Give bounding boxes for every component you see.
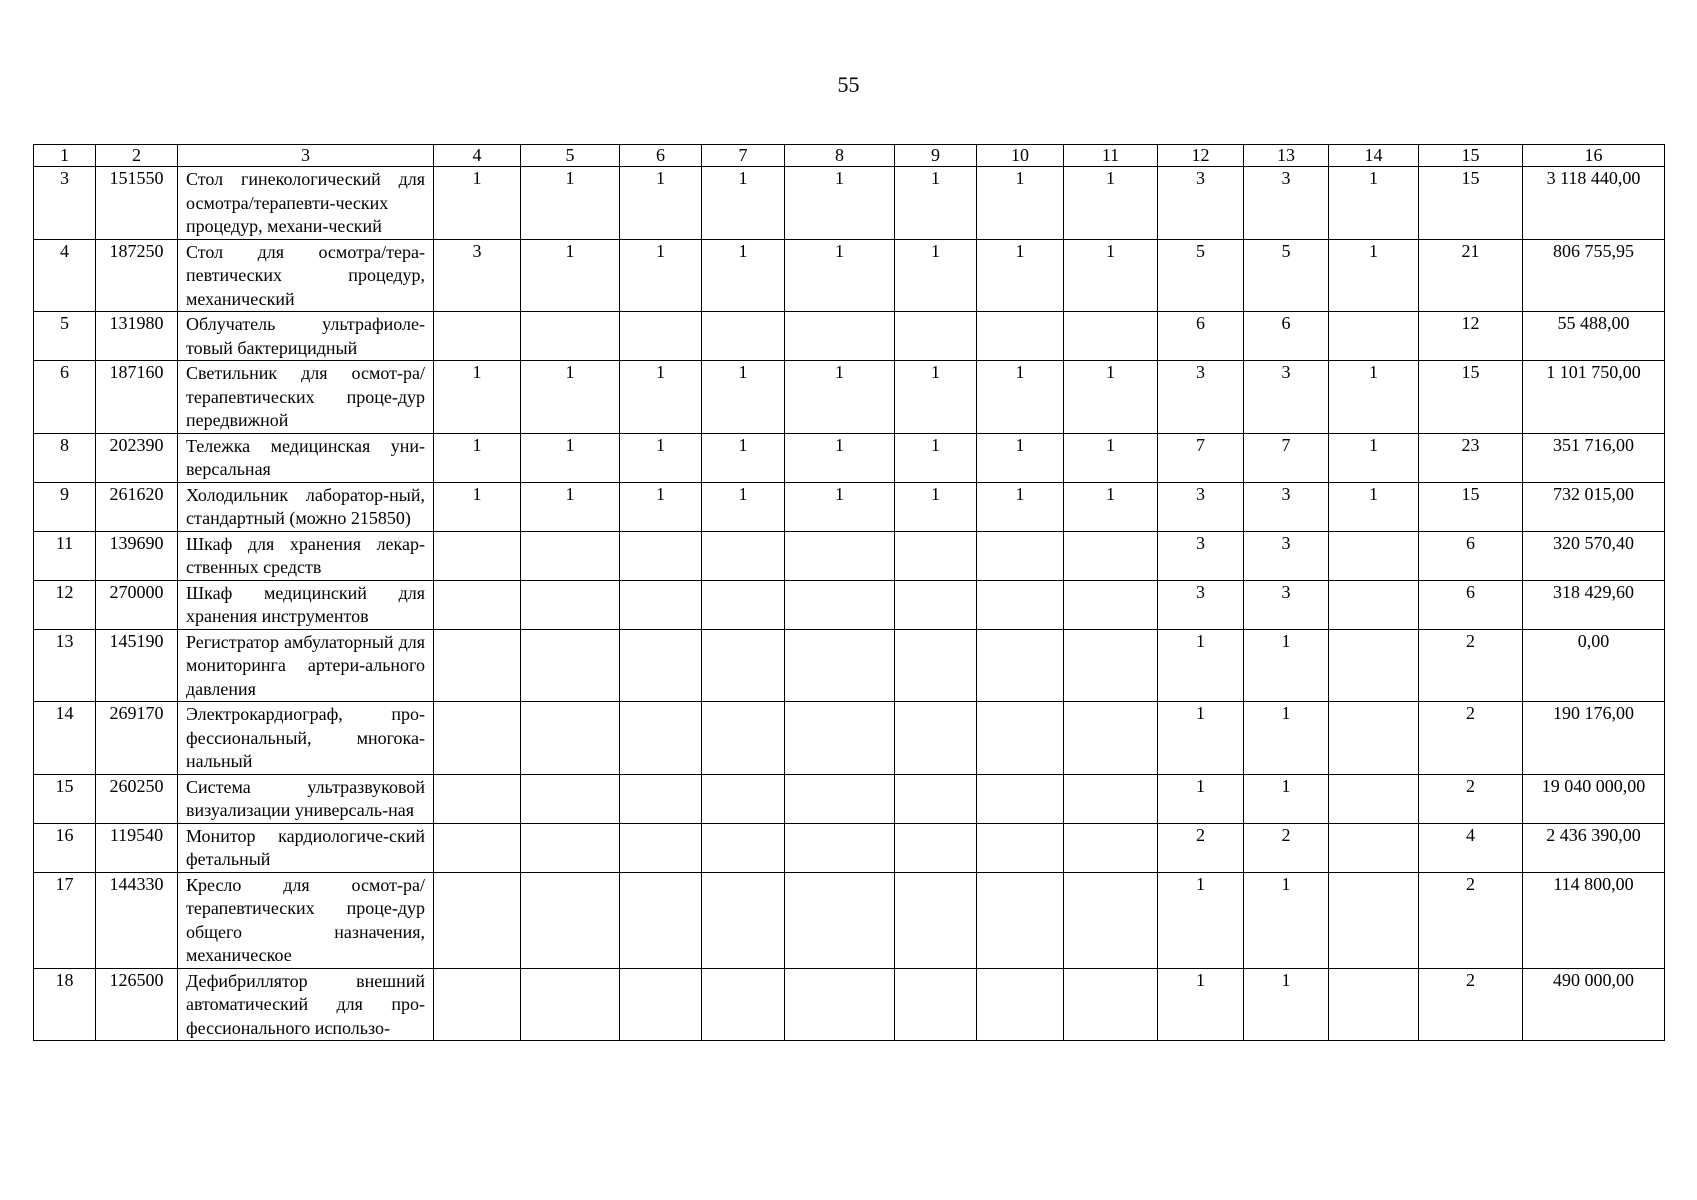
table-cell: 1 [521, 167, 620, 240]
table-cell: 318 429,60 [1523, 580, 1665, 629]
table-cell: 55 488,00 [1523, 312, 1665, 361]
table-cell [1064, 629, 1158, 702]
table-cell: 151550 [96, 167, 178, 240]
table-cell: 3 [1244, 361, 1329, 434]
table-cell: 131980 [96, 312, 178, 361]
equipment-name-cell: Кресло для осмот-ра/терапевтических проце-дур общего назначения, механическое [178, 872, 434, 968]
table-cell: 1 [521, 482, 620, 531]
table-cell: 3 [1158, 167, 1244, 240]
table-cell [434, 774, 521, 823]
table-cell: 9 [34, 482, 96, 531]
table-cell [895, 774, 977, 823]
table-cell: 16 [34, 823, 96, 872]
table-cell: 1 [1329, 167, 1419, 240]
table-cell: 3 [434, 239, 521, 312]
table-cell: 187160 [96, 361, 178, 434]
table-cell [977, 702, 1064, 775]
table-cell [702, 531, 785, 580]
table-cell [434, 312, 521, 361]
equipment-name-cell: Стол для осмотра/тера-певтических процедур, механический [178, 239, 434, 312]
table-cell [785, 872, 895, 968]
equipment-name-cell: Облучатель ультрафиоле-товый бактерицидный [178, 312, 434, 361]
table-cell [1064, 968, 1158, 1041]
table-cell [702, 823, 785, 872]
table-cell: 1 [702, 361, 785, 434]
table-cell [521, 580, 620, 629]
table-cell: 1 [895, 239, 977, 312]
column-header: 3 [178, 145, 434, 167]
table-cell [702, 312, 785, 361]
table-row [34, 239, 1665, 312]
table-cell: 1 [702, 433, 785, 482]
table-cell: 3 [1244, 580, 1329, 629]
table-cell: 1 [1329, 433, 1419, 482]
table-cell: 1 [1244, 872, 1329, 968]
table-row [34, 702, 1665, 775]
table-cell [1064, 531, 1158, 580]
table-cell [1329, 872, 1419, 968]
table-cell [977, 580, 1064, 629]
table-cell: 732 015,00 [1523, 482, 1665, 531]
table-cell: 351 716,00 [1523, 433, 1665, 482]
table-cell: 5 [1244, 239, 1329, 312]
table-cell [434, 531, 521, 580]
table-cell [977, 823, 1064, 872]
table-cell [785, 629, 895, 702]
table-cell: 1 [620, 482, 702, 531]
table-cell [895, 312, 977, 361]
column-header: 5 [521, 145, 620, 167]
table-cell: 13 [34, 629, 96, 702]
table-cell [620, 968, 702, 1041]
table-cell: 1 [1064, 433, 1158, 482]
table-cell [434, 629, 521, 702]
table-cell: 1 [1329, 239, 1419, 312]
table-cell: 2 [1158, 823, 1244, 872]
table-cell: 11 [34, 531, 96, 580]
table-cell: 1 [702, 239, 785, 312]
table-cell: 139690 [96, 531, 178, 580]
table-cell: 260250 [96, 774, 178, 823]
equipment-name-cell: Система ультразвуковой визуализации универсаль-ная [178, 774, 434, 823]
table-cell: 7 [1158, 433, 1244, 482]
table-cell [895, 531, 977, 580]
table-cell: 0,00 [1523, 629, 1665, 702]
table-cell: 19 040 000,00 [1523, 774, 1665, 823]
table-cell: 7 [1244, 433, 1329, 482]
table-cell: 1 [521, 239, 620, 312]
table-cell: 6 [1419, 531, 1523, 580]
table-cell: 6 [1158, 312, 1244, 361]
table-cell [1064, 774, 1158, 823]
table-cell: 1 [895, 167, 977, 240]
table-header-row [34, 145, 1665, 167]
table-cell [1064, 702, 1158, 775]
table-cell: 6 [34, 361, 96, 434]
table-cell: 1 [977, 167, 1064, 240]
table-cell: 5 [1158, 239, 1244, 312]
table-cell [521, 629, 620, 702]
table-cell: 15 [1419, 482, 1523, 531]
column-header: 12 [1158, 145, 1244, 167]
table-cell [434, 702, 521, 775]
table-cell: 3 [1244, 482, 1329, 531]
table-cell: 1 [1064, 239, 1158, 312]
equipment-name-cell: Шкаф для хранения лекар-ственных средств [178, 531, 434, 580]
table-cell: 490 000,00 [1523, 968, 1665, 1041]
table-cell: 1 [620, 167, 702, 240]
table-cell [702, 629, 785, 702]
table-cell [1329, 629, 1419, 702]
table-cell: 15 [1419, 167, 1523, 240]
table-cell: 6 [1244, 312, 1329, 361]
equipment-name-cell: Монитор кардиологиче-ский фетальный [178, 823, 434, 872]
table-cell: 2 436 390,00 [1523, 823, 1665, 872]
table-cell: 21 [1419, 239, 1523, 312]
table-cell: 1 [1158, 872, 1244, 968]
table-cell [1329, 774, 1419, 823]
table-cell [785, 823, 895, 872]
column-header: 6 [620, 145, 702, 167]
table-cell [977, 312, 1064, 361]
table-cell [521, 531, 620, 580]
equipment-name-cell: Шкаф медицинский для хранения инструментов [178, 580, 434, 629]
table-cell: 269170 [96, 702, 178, 775]
table-cell [434, 823, 521, 872]
table-cell [434, 580, 521, 629]
table-cell: 2 [1419, 968, 1523, 1041]
table-cell [977, 872, 1064, 968]
table-row [34, 361, 1665, 434]
table-cell: 23 [1419, 433, 1523, 482]
table-cell [1064, 580, 1158, 629]
table-cell: 187250 [96, 239, 178, 312]
table-cell: 1 [1244, 702, 1329, 775]
table-cell: 145190 [96, 629, 178, 702]
table-row [34, 312, 1665, 361]
table-cell: 1 [1064, 167, 1158, 240]
table-cell: 1 101 750,00 [1523, 361, 1665, 434]
table-cell: 1 [1064, 482, 1158, 531]
table-cell: 3 [34, 167, 96, 240]
table-cell: 190 176,00 [1523, 702, 1665, 775]
table-cell: 17 [34, 872, 96, 968]
table-cell: 1 [977, 482, 1064, 531]
table-cell: 6 [1419, 580, 1523, 629]
table-row [34, 629, 1665, 702]
table-cell: 14 [34, 702, 96, 775]
table-cell: 270000 [96, 580, 178, 629]
table-cell: 1 [785, 433, 895, 482]
table-row [34, 531, 1665, 580]
table-cell: 2 [1419, 629, 1523, 702]
table-cell: 1 [1158, 968, 1244, 1041]
column-header: 16 [1523, 145, 1665, 167]
table-cell: 1 [1158, 629, 1244, 702]
table-cell: 1 [785, 482, 895, 531]
column-header: 2 [96, 145, 178, 167]
table-cell: 1 [702, 482, 785, 531]
table-cell [977, 774, 1064, 823]
table-cell [895, 823, 977, 872]
table-row [34, 433, 1665, 482]
table-cell: 1 [620, 433, 702, 482]
table-cell [1329, 702, 1419, 775]
table-cell [620, 531, 702, 580]
equipment-name-cell: Тележка медицинская уни-версальная [178, 433, 434, 482]
table-cell: 15 [1419, 361, 1523, 434]
table-cell: 2 [1244, 823, 1329, 872]
table-cell: 3 118 440,00 [1523, 167, 1665, 240]
table-cell: 1 [434, 433, 521, 482]
table-cell [521, 312, 620, 361]
table-cell: 4 [1419, 823, 1523, 872]
column-header: 7 [702, 145, 785, 167]
table-cell [521, 823, 620, 872]
table-cell [521, 968, 620, 1041]
equipment-name-cell: Стол гинекологический для осмотра/терапевти-ческих процедур, механи-ческий [178, 167, 434, 240]
table-cell [1329, 312, 1419, 361]
table-cell [521, 774, 620, 823]
table-cell [620, 823, 702, 872]
table-cell [895, 629, 977, 702]
table-cell: 1 [785, 239, 895, 312]
table-cell: 5 [34, 312, 96, 361]
table-cell: 1 [434, 167, 521, 240]
table-cell [977, 968, 1064, 1041]
table-cell: 1 [1244, 968, 1329, 1041]
table-cell [785, 702, 895, 775]
table-cell: 12 [34, 580, 96, 629]
table-cell [620, 702, 702, 775]
table-cell [702, 872, 785, 968]
table-cell [702, 774, 785, 823]
table-cell [521, 872, 620, 968]
table-cell [702, 702, 785, 775]
table-cell: 1 [521, 361, 620, 434]
table-cell [702, 968, 785, 1041]
column-header: 13 [1244, 145, 1329, 167]
table-cell: 1 [1244, 629, 1329, 702]
table-row [34, 774, 1665, 823]
table-cell [620, 312, 702, 361]
column-header: 15 [1419, 145, 1523, 167]
table-cell [895, 702, 977, 775]
table-cell: 806 755,95 [1523, 239, 1665, 312]
table-cell: 15 [34, 774, 96, 823]
table-cell: 1 [1064, 361, 1158, 434]
table-cell [785, 580, 895, 629]
column-header: 4 [434, 145, 521, 167]
table-cell: 1 [977, 361, 1064, 434]
table-cell: 4 [34, 239, 96, 312]
table-cell [785, 774, 895, 823]
table-cell [620, 872, 702, 968]
table-cell [434, 968, 521, 1041]
table-cell [895, 872, 977, 968]
table-cell [1329, 823, 1419, 872]
table-row [34, 968, 1665, 1041]
table-cell [620, 774, 702, 823]
table-row [34, 580, 1665, 629]
table-cell: 12 [1419, 312, 1523, 361]
table-cell: 2 [1419, 702, 1523, 775]
table-cell: 18 [34, 968, 96, 1041]
table-cell [785, 531, 895, 580]
table-cell: 1 [434, 361, 521, 434]
table-cell [1064, 312, 1158, 361]
table-cell: 2 [1419, 774, 1523, 823]
table-cell: 1 [1158, 702, 1244, 775]
table-cell: 2 [1419, 872, 1523, 968]
column-header: 8 [785, 145, 895, 167]
table-cell: 1 [620, 361, 702, 434]
equipment-name-cell: Электрокардиограф, про-фессиональный, многока-нальный [178, 702, 434, 775]
page-number: 55 [837, 72, 860, 97]
table-cell: 126500 [96, 968, 178, 1041]
table-cell: 1 [434, 482, 521, 531]
table-cell [702, 580, 785, 629]
table-cell [895, 580, 977, 629]
table-cell [1064, 872, 1158, 968]
table-cell: 1 [895, 482, 977, 531]
column-header: 10 [977, 145, 1064, 167]
equipment-name-cell: Дефибриллятор внешний автоматический для про-фессионального использо- [178, 968, 434, 1041]
column-header: 11 [1064, 145, 1158, 167]
table-cell: 114 800,00 [1523, 872, 1665, 968]
table-cell: 261620 [96, 482, 178, 531]
table-cell [895, 968, 977, 1041]
table-cell [434, 872, 521, 968]
table-cell: 1 [977, 433, 1064, 482]
column-header: 1 [34, 145, 96, 167]
table-cell: 1 [895, 433, 977, 482]
table-cell: 3 [1158, 361, 1244, 434]
table-cell: 320 570,40 [1523, 531, 1665, 580]
table-cell: 119540 [96, 823, 178, 872]
table-cell [977, 629, 1064, 702]
table-cell [1329, 580, 1419, 629]
table-cell [1329, 531, 1419, 580]
table-cell: 1 [895, 361, 977, 434]
table-cell: 1 [785, 361, 895, 434]
table-cell: 3 [1244, 167, 1329, 240]
table-cell: 3 [1244, 531, 1329, 580]
table-cell: 1 [521, 433, 620, 482]
table-cell: 1 [1329, 482, 1419, 531]
table-row [34, 482, 1665, 531]
table-cell [521, 702, 620, 775]
table-cell: 1 [977, 239, 1064, 312]
table-cell [977, 531, 1064, 580]
column-header: 9 [895, 145, 977, 167]
table-cell: 8 [34, 433, 96, 482]
table-cell: 3 [1158, 580, 1244, 629]
table-cell [620, 580, 702, 629]
equipment-table [33, 144, 1665, 1041]
table-cell: 3 [1158, 482, 1244, 531]
table-cell: 144330 [96, 872, 178, 968]
table-cell: 1 [1158, 774, 1244, 823]
table-cell: 1 [702, 167, 785, 240]
column-header: 14 [1329, 145, 1419, 167]
table-row [34, 823, 1665, 872]
table-cell [620, 629, 702, 702]
table-cell: 1 [620, 239, 702, 312]
table-cell [785, 312, 895, 361]
equipment-name-cell: Регистратор амбулаторный для мониторинга артери-ального давления [178, 629, 434, 702]
table-cell [1064, 823, 1158, 872]
table-cell [785, 968, 895, 1041]
table-cell: 1 [1329, 361, 1419, 434]
table-cell: 1 [1244, 774, 1329, 823]
table-cell [1329, 968, 1419, 1041]
table-cell: 3 [1158, 531, 1244, 580]
equipment-name-cell: Светильник для осмот-ра/терапевтических проце-дур передвижной [178, 361, 434, 434]
table-row [34, 872, 1665, 968]
table-row [34, 167, 1665, 240]
equipment-name-cell: Холодильник лаборатор-ный, стандартный (можно 215850) [178, 482, 434, 531]
table-cell: 202390 [96, 433, 178, 482]
table-cell: 1 [785, 167, 895, 240]
